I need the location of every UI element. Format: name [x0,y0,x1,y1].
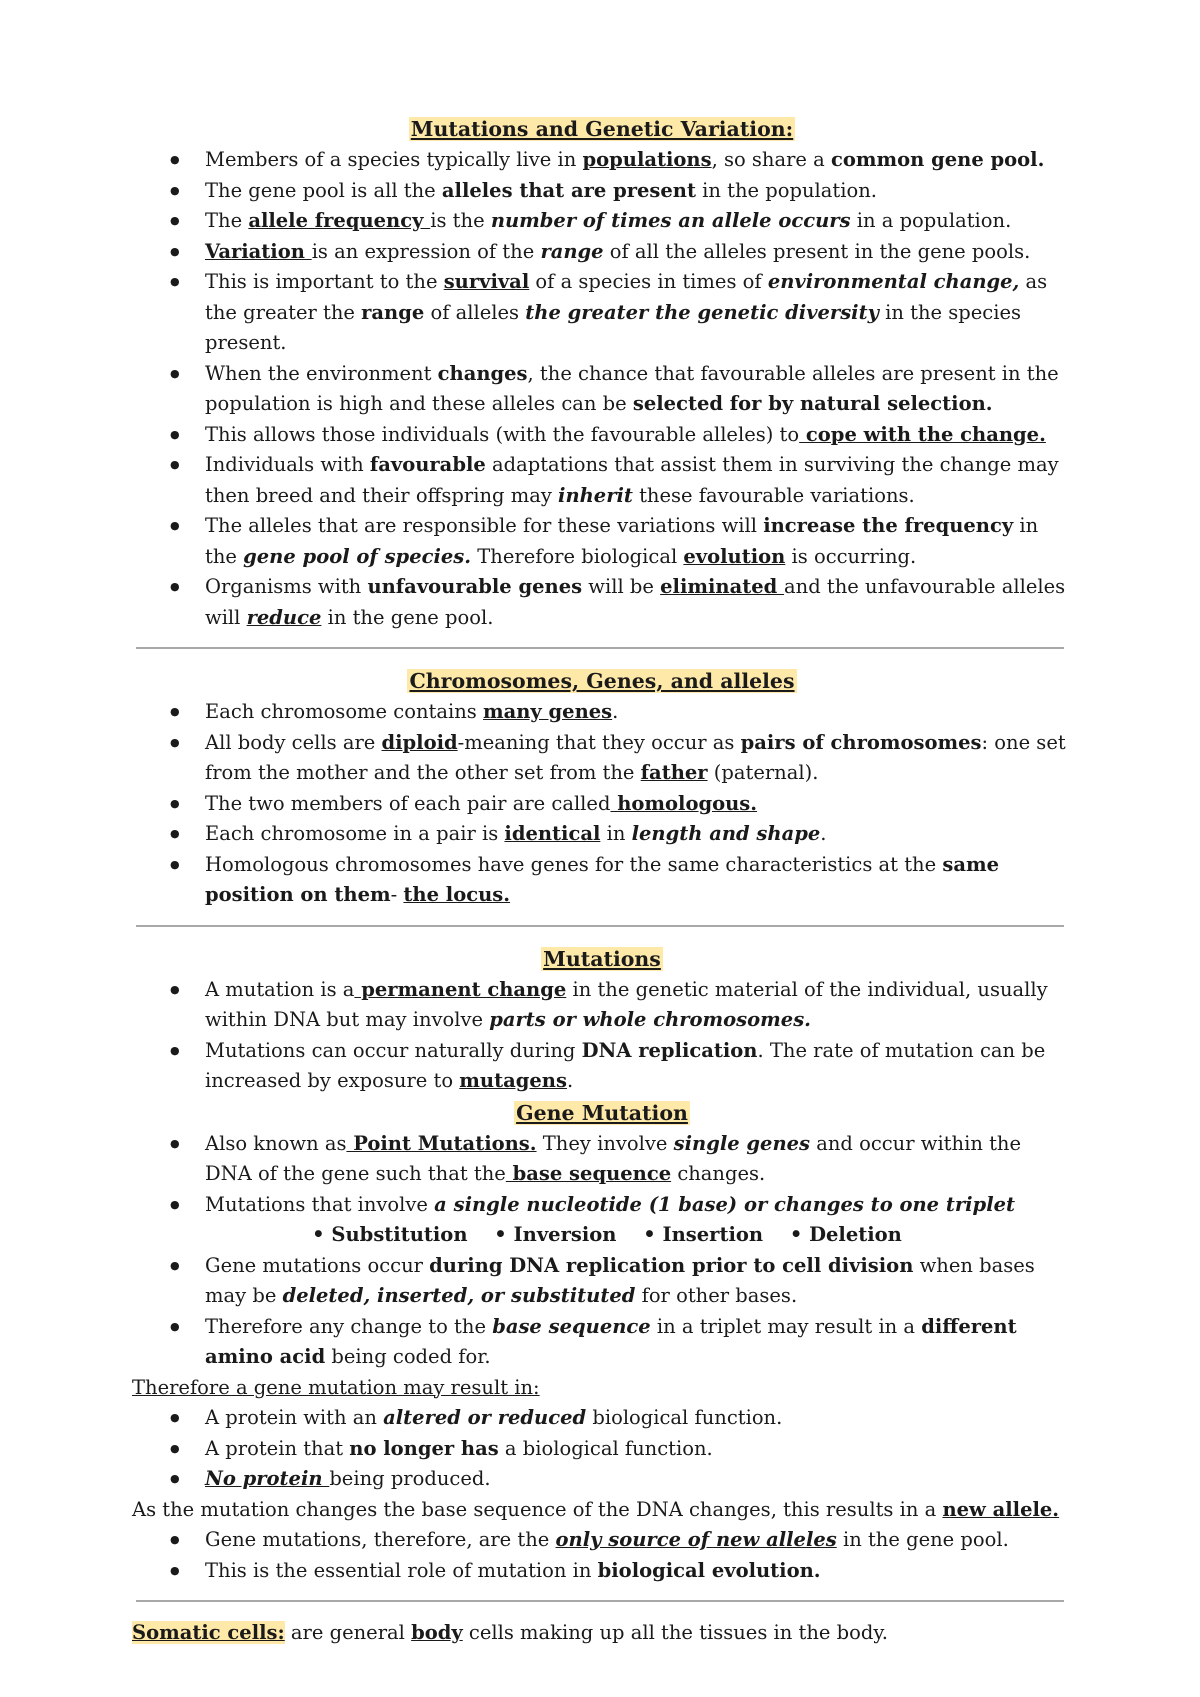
text-run: The two members of each pair are called [205,791,611,815]
emphasis-text: father [640,761,708,784]
mutation-type-substitution: • Substitution [312,1223,468,1246]
list-item [132,145,1072,176]
emphasis-text: many genes [482,700,613,723]
text-run: cells making up all the tissues in the body. [462,1621,888,1644]
list-item [132,1036,1072,1097]
text-run: Mutations that involve [205,1192,435,1216]
emphasis-text: only source of new alleles [555,1528,837,1551]
emphasis-text: range [361,300,425,324]
text-run: biological function. [586,1406,783,1429]
list-mutation-results [132,1403,1072,1495]
emphasis-text: mutagens [459,1069,567,1092]
text-run: changes. [671,1162,766,1185]
emphasis-text: during DNA replication prior to cell division [429,1253,914,1277]
emphasis-text: same position on them [205,852,999,906]
text-run: Individuals with [205,453,370,476]
text-run: in the [205,514,1039,568]
text-run: in [600,822,632,845]
emphasis-text: new allele. [942,1497,1060,1521]
text-run: is an expression of the [311,239,541,263]
somatic-cells-definition [285,1621,888,1644]
text-run: Also known as [205,1131,347,1155]
text-run: as the greater the [205,270,1048,324]
emphasis-text: inherit [558,483,633,507]
text-run: are general [284,1621,412,1644]
text-run: in the population. [695,178,877,202]
divider [136,1600,1064,1602]
emphasis-text: allele frequency [248,209,431,232]
emphasis-text: no longer has [349,1436,499,1460]
text-run: As the mutation changes the base sequence of the DNA changes, this results in a [132,1497,943,1521]
emphasis-text: favourable [369,453,486,476]
list-gene-mutation-a [132,1129,1072,1221]
text-run: , so share a [711,148,831,171]
emphasis-text: homologous. [610,791,758,815]
text-run: A mutation is a [205,977,355,1001]
list-item [132,1251,1072,1312]
text-run: these favourable variations. [632,483,915,507]
result-heading: Therefore a gene mutation may result in: [132,1375,540,1399]
emphasis-text: range [540,239,604,263]
text-run: adaptations that assist them in surviving the change may then breed and their offspring may [205,453,1059,507]
text-run: This is important to the [205,270,444,293]
list-gene-mutation-d [132,1525,1072,1586]
text-run: in a triplet may result in a [650,1314,922,1338]
text-run: When the environment [205,361,438,385]
emphasis-text: deleted, inserted, or substituted [282,1284,636,1307]
section-title-mutations-genetic-variation: Mutations and Genetic Variation: [410,117,794,141]
emphasis-text: evolution [683,544,786,568]
emphasis-text: single genes [673,1131,811,1155]
text-run: (paternal). [707,761,819,784]
text-run: of a species in times of [529,270,768,293]
text-run: This allows those individuals (with the favourable alleles) to [205,422,800,446]
list-item [132,267,1072,359]
notes-content [132,113,1072,1649]
list-item [132,1312,1072,1373]
list-item [132,1129,1072,1190]
divider [136,925,1064,927]
mutation-types-row [132,1220,1072,1251]
list-item [132,420,1072,451]
mutation-type-inversion: • Inversion [494,1223,617,1246]
text-run: Members of a species typically live in [205,148,583,171]
list-item [132,176,1072,207]
text-run: of alleles [424,300,526,324]
text-run: This is the essential role of mutation in [205,1558,598,1582]
emphasis-text: number of times an allele occurs [490,209,851,232]
text-run: a biological function. [498,1436,713,1460]
text-run: Organisms with [205,575,368,598]
list-item [132,789,1072,820]
text-run: - [390,883,404,906]
text-run: A protein with an [205,1406,384,1429]
section-title-chromosomes-genes-alleles: Chromosomes, Genes, and alleles [409,669,795,693]
text-run: They involve [536,1131,674,1155]
emphasis-text: biological evolution. [597,1558,821,1582]
list-item [132,1556,1072,1587]
text-run: . [612,700,619,723]
mutation-type-insertion: • Insertion [643,1223,764,1246]
emphasis-text: altered or reduced [383,1406,587,1429]
emphasis-text: different amino acid [205,1314,1017,1368]
text-run: is occurring. [785,544,917,568]
emphasis-text: base sequence [505,1162,672,1185]
list-item [132,359,1072,420]
emphasis-text: No protein [205,1467,330,1490]
emphasis-text: DNA replication [581,1038,758,1062]
text-run: Gene mutations, therefore, are the [205,1528,556,1551]
list-item [132,450,1072,511]
text-run: of all the alleles present in the gene pools. [603,239,1031,263]
text-run: in the gene pool. [836,1528,1009,1551]
text-run: . [820,822,827,845]
list-item [132,511,1072,572]
text-run: The [205,209,249,232]
emphasis-text: alleles that are present [441,178,696,202]
text-run: The gene pool is all the [205,178,442,202]
emphasis-text: gene pool of species. [243,544,472,568]
emphasis-text: populations [582,148,712,171]
section-title-mutations: Mutations [543,946,661,971]
text-run: . [566,1069,574,1092]
emphasis-text: diploid [381,730,458,754]
text-run: -meaning that they occur as [457,730,741,754]
emphasis-text: changes [437,361,528,385]
text-run: being coded for. [325,1345,491,1368]
list-item [132,850,1072,911]
list-gene-mutation-b [132,1251,1072,1373]
text-run: Therefore any change to the [205,1314,493,1338]
emphasis-text: parts or whole chromosomes. [489,1008,811,1031]
text-run: in the species present. [205,300,1021,354]
list-genetic-variation [132,145,1072,633]
emphasis-text: unfavourable genes [367,575,583,598]
text-run: Therefore biological [471,544,684,568]
emphasis-text: increase the frequency [763,514,1014,537]
emphasis-text: permanent change [354,977,567,1001]
text-run: will be [582,575,661,598]
text-run: The alleles that are responsible for these variations will [205,514,764,537]
text-run: for other bases. [635,1284,798,1307]
list-item [132,819,1072,850]
emphasis-text: a single nucleotide (1 base) or changes to one triplet [434,1192,1016,1216]
emphasis-text: the greater the genetic diversity [525,300,879,324]
text-run: when bases may be [205,1253,1035,1307]
text-run: Mutations can occur naturally during [205,1038,582,1062]
text-run: and occur within the DNA of the gene such that the [205,1131,1022,1185]
list-item [132,572,1072,633]
new-allele-line [132,1495,1072,1526]
text-run: being produced. [329,1467,491,1490]
emphasis-text: common gene pool. [831,148,1045,171]
list-item [132,1464,1072,1495]
emphasis-text: length and shape [631,822,821,845]
list-item [132,1525,1072,1556]
text-run: Gene mutations occur [205,1253,430,1277]
emphasis-text: Point Mutations. [346,1131,537,1155]
text-run: Each chromosome in a pair is [205,822,505,845]
section-title-gene-mutation: Gene Mutation [516,1100,688,1125]
text-run: is the [430,209,491,232]
text-run: . The rate of mutation can be increased by exposure to [205,1038,1046,1092]
list-item [132,697,1072,728]
text-run: Homologous chromosomes have genes for the same characteristics at the [205,852,943,876]
emphasis-text: Variation [205,239,312,263]
emphasis-text: survival [443,270,530,293]
list-item [132,1403,1072,1434]
text-run: in a population. [850,209,1012,232]
emphasis-text: eliminated [660,575,785,598]
emphasis-text: identical [504,822,601,845]
text-run: , the chance that favourable alleles are present in the population is high and these alleles can be [205,361,1059,415]
list-chromosomes [132,697,1072,911]
list-item [132,206,1072,237]
emphasis-text: environmental change, [767,270,1020,293]
list-item [132,1434,1072,1465]
text-run: : one set from the mother and the other set from the [205,730,1066,784]
emphasis-text: reduce [246,605,322,629]
text-run: A protein that [205,1436,350,1460]
list-mutations [132,975,1072,1097]
text-run: in the genetic material of the individual, usually within DNA but may involve [205,977,1048,1031]
text-run: All body cells are [205,730,382,754]
text-run: Each chromosome contains [205,700,483,723]
somatic-cells-term: Somatic cells: [132,1621,285,1644]
emphasis-text: cope with the change. [799,422,1046,446]
somatic-cells-line [132,1618,1072,1649]
divider [136,647,1064,649]
list-item [132,728,1072,789]
emphasis-text: pairs of chromosomes [740,730,982,754]
list-item [132,237,1072,268]
emphasis-text: the locus. [403,883,511,906]
emphasis-text: base sequence [492,1314,651,1338]
emphasis-text: selected for by natural selection. [632,392,993,415]
list-item [132,1190,1072,1221]
text-run: and the unfavourable alleles will [205,575,1066,629]
list-item [132,975,1072,1036]
emphasis-text: body [411,1621,463,1644]
text-run: in the gene pool. [321,605,494,629]
mutation-type-deletion: • Deletion [789,1223,902,1246]
